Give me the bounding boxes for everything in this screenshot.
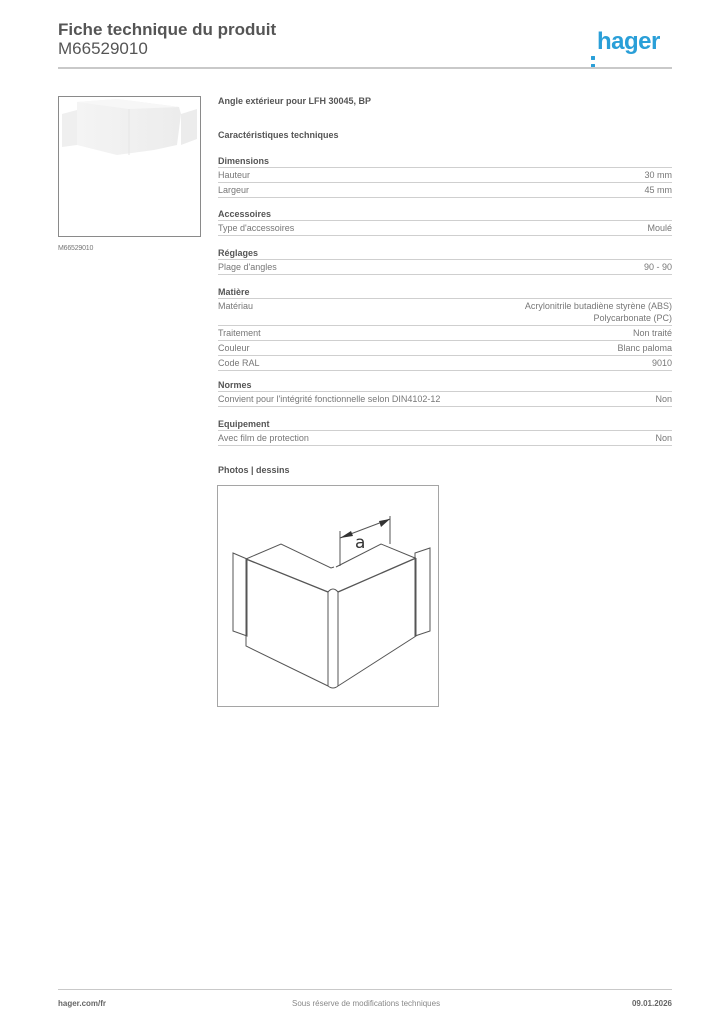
logo-text: hager <box>597 28 660 55</box>
photos-heading: Photos | dessins <box>218 465 290 475</box>
group-title: Equipement <box>218 418 672 431</box>
angle-drawing-icon <box>218 486 438 706</box>
row-value <box>525 300 672 324</box>
table-row <box>218 299 672 326</box>
group-title: Matière <box>218 286 672 299</box>
row-label: Convient pour l'intégrité fonctionnelle selon DIN4102-12 <box>218 394 441 404</box>
page-title: Fiche technique du produit <box>58 20 277 39</box>
group-title: Normes <box>218 379 672 392</box>
row-label: Code RAL <box>218 358 260 368</box>
table-row <box>218 221 672 236</box>
table-row <box>218 183 672 198</box>
row-label: Traitement <box>218 328 261 338</box>
row-value: Moulé <box>647 223 672 233</box>
header-divider <box>58 67 672 69</box>
footer-website-link[interactable]: hager.com/fr <box>58 999 107 1008</box>
spec-group-normes <box>218 379 672 407</box>
row-value: 9010 <box>651 358 672 368</box>
thumbnail-caption: M66529010 <box>58 245 94 252</box>
row-value: Non <box>655 394 672 404</box>
row-label: Hauteur <box>218 170 251 180</box>
technical-drawing <box>217 485 439 707</box>
product-thumbnail <box>58 96 201 237</box>
product-code: M66529010 <box>58 39 148 58</box>
row-value: 45 mm <box>644 185 672 195</box>
row-label: Type d'accessoires <box>218 223 295 233</box>
row-label: Largeur <box>218 185 250 195</box>
spec-group-reglages <box>218 247 672 275</box>
row-label: Couleur <box>218 343 250 353</box>
table-row <box>218 356 672 371</box>
table-row <box>218 260 672 275</box>
table-row <box>218 326 672 341</box>
row-value: Blanc paloma <box>617 343 672 353</box>
group-title: Réglages <box>218 247 672 260</box>
row-value: 30 mm <box>644 170 672 180</box>
footer-date: 09.01.2026 <box>631 999 672 1008</box>
row-value-line: Polycarbonate (PC) <box>593 313 672 323</box>
product-photo-icon <box>59 97 201 237</box>
group-title: Accessoires <box>218 208 672 221</box>
footer-disclaimer: Sous réserve de modifications techniques <box>292 999 441 1008</box>
row-label: Plage d'angles <box>218 262 277 272</box>
table-row <box>218 431 672 446</box>
group-title: Dimensions <box>218 155 672 168</box>
table-row <box>218 392 672 407</box>
row-value-line: Acrylonitrile butadiène styrène (ABS) <box>524 301 672 311</box>
dimension-label: a <box>355 533 366 553</box>
specs-heading: Caractéristiques techniques <box>218 130 339 140</box>
footer-divider <box>58 989 672 990</box>
row-label: Matériau <box>218 301 254 311</box>
spec-group-accessoires <box>218 208 672 236</box>
row-value: Non traité <box>632 328 672 338</box>
spec-group-dimensions <box>218 155 672 198</box>
table-row <box>218 168 672 183</box>
row-label: Avec film de protection <box>218 433 309 443</box>
row-value: 90 - 90 <box>643 262 672 272</box>
hager-logo <box>591 28 660 56</box>
product-name: Angle extérieur pour LFH 30045, BP <box>218 96 372 106</box>
table-row <box>218 341 672 356</box>
row-value: Non <box>655 433 672 443</box>
spec-group-matiere <box>218 286 672 371</box>
spec-group-equipement <box>218 418 672 446</box>
